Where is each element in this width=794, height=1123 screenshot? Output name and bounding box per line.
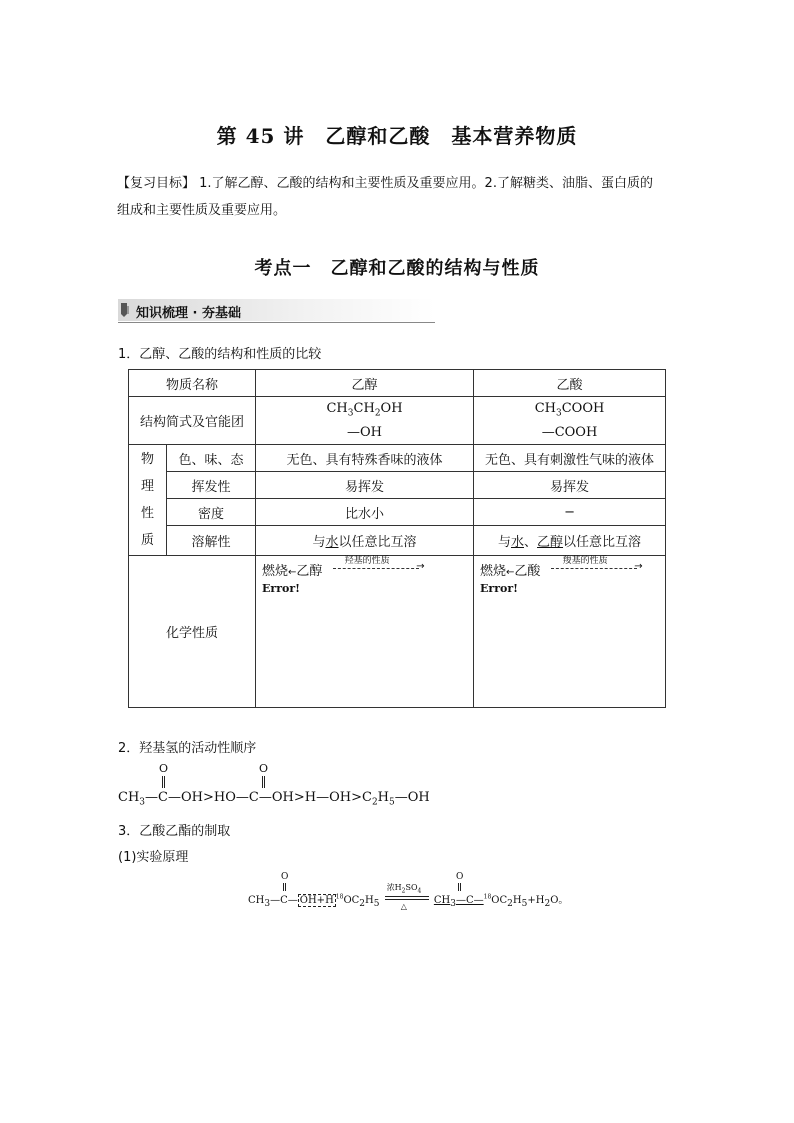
acid-chem-name: 乙酸 xyxy=(514,564,541,579)
knowledge-bar-label: 知识梳理 · 夯基础 xyxy=(136,306,241,321)
ethanol-burn-label: 燃烧 xyxy=(262,564,289,579)
header-name: 物质名称 xyxy=(129,370,256,397)
review-tag: 【复习目标】 xyxy=(117,176,196,191)
row-label-structure: 结构简式及官能团 xyxy=(129,397,256,445)
pen-icon xyxy=(120,303,130,317)
ethanol-density: 比水小 xyxy=(256,499,474,526)
header-ethanol: 乙醇 xyxy=(256,370,474,397)
product-ester: $CH_3—C—$ xyxy=(433,895,484,909)
ethanol-volatility: 易挥发 xyxy=(256,472,474,499)
acid-group: —COOH xyxy=(541,424,598,440)
acid-formula: $CH_3COOH$ xyxy=(534,401,605,419)
acid-color: 无色、具有刺激性气味的液体 xyxy=(474,445,666,472)
knowledge-bar-line xyxy=(118,322,435,323)
boxed-oh-h: OH+H xyxy=(299,895,334,906)
double-bond-2 xyxy=(262,776,265,788)
row-label-solubility: 溶解性 xyxy=(167,526,256,556)
heat-symbol: △ xyxy=(400,902,407,911)
carbonyl-o-2: O xyxy=(259,762,269,775)
acid-structure xyxy=(474,397,666,445)
reactant-double-bond xyxy=(283,883,286,891)
page-title: 第 45 讲 乙醇和乙酸 基本营养物质 xyxy=(216,124,578,148)
carbonyl-o-1: O xyxy=(159,762,169,775)
physical-properties-label: 物 理 性 质 xyxy=(129,445,167,556)
order-line: $CH_3—C—OH>HO—C—OH>H—OH>C_2H_5—OH$ xyxy=(118,790,430,808)
ethanol-structure xyxy=(256,397,474,445)
acid-arrow: 羧基的性质 → xyxy=(551,561,643,575)
item-3-heading: 3．乙酸乙酯的制取 xyxy=(118,824,231,839)
acid-volatility: 易挥发 xyxy=(474,472,666,499)
double-bond-1 xyxy=(162,776,165,788)
esterification-reaction xyxy=(248,872,569,911)
table-header-row xyxy=(129,370,666,397)
row-label-volatility: 挥发性 xyxy=(167,472,256,499)
product-carbonyl-o: O xyxy=(456,872,464,882)
activity-order xyxy=(118,760,458,810)
product-double-bond xyxy=(458,883,461,891)
item-2-heading: 2．羟基氢的活动性顺序 xyxy=(118,741,257,756)
ethanol-chem-line: 燃烧←乙醇 羟基的性质 → xyxy=(262,556,425,579)
reversible-arrow xyxy=(385,883,429,911)
row-label-density: 密度 xyxy=(167,499,256,526)
header-acid: 乙酸 xyxy=(474,370,666,397)
review-goals xyxy=(117,170,687,224)
catalyst-label: 浓$H_2SO_4$ xyxy=(386,883,422,895)
ethanol-group: —OH xyxy=(347,424,383,440)
ethanol-chemical xyxy=(256,556,474,708)
row-label-color: 色、味、态 xyxy=(167,445,256,472)
table-row-color xyxy=(129,445,666,472)
reaction-line: $CH_3—C—$ OH+H $^{18}OC_2H_5$ 浓$H_2SO_4$ △ $CH_3—C—^{18}OC_2H_5+H_2O$。 xyxy=(248,883,569,911)
item-1-heading: 1．乙醇、乙酸的结构和性质的比较 xyxy=(118,347,322,362)
row-label-chemical: 化学性质 xyxy=(129,556,256,708)
section-title: 考点一 乙醇和乙酸的结构与性质 xyxy=(254,258,540,279)
acid-solubility: 与水、乙醇以任意比互溶 xyxy=(474,526,666,556)
review-line1: 1.了解乙醇、乙酸的结构和主要性质及重要应用。2.了解糖类、油脂、蛋白质的 xyxy=(195,176,653,191)
ethanol-arrow: 羟基的性质 → xyxy=(333,561,425,575)
reactant-carbonyl-o: O xyxy=(281,872,289,882)
comparison-table xyxy=(128,369,666,708)
table-row-structure xyxy=(129,397,666,445)
acid-chem-line: 燃烧←乙酸 羧基的性质 → xyxy=(480,556,643,579)
table-row-chemical xyxy=(129,556,666,708)
acid-error: Error! xyxy=(480,582,518,595)
table-row-volatility xyxy=(129,472,666,499)
acid-density: − xyxy=(474,499,666,526)
ethanol-formula: $CH_3CH_2OH$ xyxy=(326,401,403,419)
knowledge-bar xyxy=(118,299,435,323)
table-row-solubility xyxy=(129,526,666,556)
acid-burn-label: 燃烧 xyxy=(480,564,507,579)
ethanol-chem-name: 乙醇 xyxy=(296,564,323,579)
ethanol-solubility: 与水以任意比互溶 xyxy=(256,526,474,556)
ethanol-color: 无色、具有特殊香味的液体 xyxy=(256,445,474,472)
table-row-density xyxy=(129,499,666,526)
acid-chemical xyxy=(474,556,666,708)
ethanol-error: Error! xyxy=(262,582,300,595)
item-3-1-heading: (1)实验原理 xyxy=(118,850,189,865)
review-line2: 组成和主要性质及重要应用。 xyxy=(117,203,287,218)
